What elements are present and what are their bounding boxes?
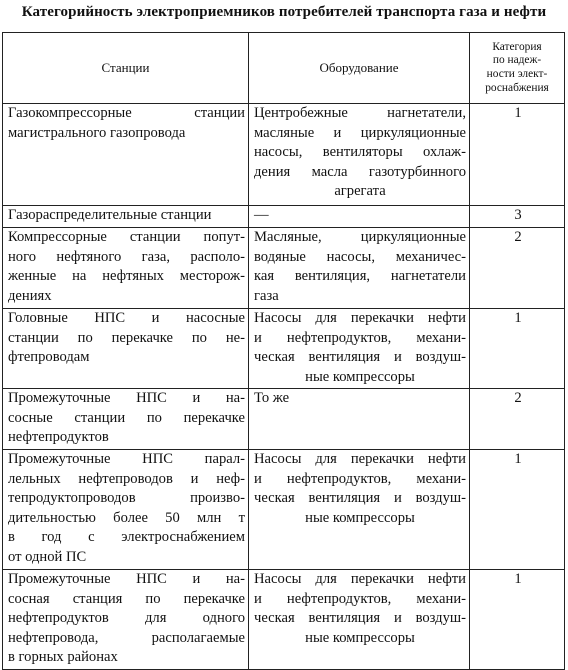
station-cell xyxy=(3,228,249,309)
text-line: Центробежные нагнетатели, xyxy=(254,105,466,121)
text-line: от одной ПС xyxy=(8,548,87,565)
header-row xyxy=(3,33,565,104)
text-line: станции по перекачке по не- xyxy=(8,329,245,346)
text-line: и нефтепродуктов, механи- xyxy=(254,590,466,607)
text-line: Промежуточные НПС и на- xyxy=(8,571,245,587)
text-line: дительностью более 50 млн т xyxy=(8,509,245,526)
station-cell xyxy=(3,389,249,450)
header-stations: Станции xyxy=(3,33,249,104)
text-line: ные компрессоры xyxy=(305,629,415,646)
table-row xyxy=(3,206,565,228)
equipment-cell xyxy=(249,104,470,206)
text-line: нефтепродуктов xyxy=(8,429,109,445)
header-equipment: Оборудование xyxy=(249,33,470,104)
header-category xyxy=(470,33,565,104)
equipment-cell xyxy=(249,206,470,228)
header-category-line: роснабжения xyxy=(485,81,549,94)
text-line: нефтепродуктов для одного xyxy=(8,610,245,626)
text-line: женные на нефтяных месторож- xyxy=(8,268,245,284)
text-line: магистрального газопровода xyxy=(8,124,186,141)
text-line: Газораспределительные станции xyxy=(8,207,212,223)
header-category-line: по надеж- xyxy=(492,54,542,67)
table-row xyxy=(3,450,565,570)
text-line: сосная станция по перекачке xyxy=(8,590,245,607)
category-cell: 2 xyxy=(470,228,565,309)
text-line: кая вентиляция, нагнетатели xyxy=(254,268,466,284)
text-line: Компрессорные станции попут- xyxy=(8,229,245,245)
text-line: ческая вентиляция и воздуш- xyxy=(254,610,466,626)
text-line: — xyxy=(254,207,269,223)
text-line: фтепроводам xyxy=(8,349,90,365)
text-line: Насосы для перекачки нефти xyxy=(254,571,466,587)
text-line: Насосы для перекачки нефти xyxy=(254,451,466,467)
text-line: газа xyxy=(254,287,279,304)
text-line: насосы, вентиляторы охлаж- xyxy=(254,144,466,160)
category-cell: 3 xyxy=(470,206,565,228)
equipment-cell xyxy=(249,228,470,309)
equipment-cell xyxy=(249,389,470,450)
text-line: ческая вентиляция и воздуш- xyxy=(254,349,466,365)
text-line: нефтепровода, располагаемые xyxy=(8,629,245,646)
category-cell: 2 xyxy=(470,389,565,450)
text-line: и нефтепродуктов, механи- xyxy=(254,470,466,487)
equipment-cell xyxy=(249,309,470,389)
text-line: водяные насосы, механичес- xyxy=(254,248,466,265)
station-cell xyxy=(3,309,249,389)
text-line: Промежуточные НПС парал- xyxy=(8,451,245,467)
text-line: ного нефтяного газа, располо- xyxy=(8,248,245,265)
station-cell xyxy=(3,104,249,206)
station-cell xyxy=(3,570,249,670)
station-cell xyxy=(3,206,249,228)
equipment-cell xyxy=(249,570,470,670)
text-line: дения масла газотурбинного xyxy=(254,163,466,180)
text-line: дениях xyxy=(8,287,52,304)
text-line: ные компрессоры xyxy=(305,368,415,385)
table-row xyxy=(3,570,565,670)
table-row xyxy=(3,228,565,309)
text-line: Масляные, циркуляционные xyxy=(254,229,466,245)
text-line: масляные и циркуляционные xyxy=(254,124,466,141)
text-line: лельных нефтепроводов и неф- xyxy=(8,470,245,487)
text-line: в горных районах xyxy=(8,649,118,665)
station-cell xyxy=(3,450,249,570)
text-line: Промежуточные НПС и на- xyxy=(8,390,245,406)
header-category-line: ности элект- xyxy=(486,68,548,80)
text-line: ные компрессоры xyxy=(305,509,415,526)
text-line: агрегата xyxy=(334,183,386,199)
text-line: тепродуктопроводов произво- xyxy=(8,490,245,506)
category-cell: 1 xyxy=(470,570,565,670)
table-row xyxy=(3,309,565,389)
text-line: в год с электроснабжением xyxy=(8,529,245,545)
table-title: Категорийность электроприемников потребителей транспорта газа и нефти xyxy=(21,4,547,20)
category-cell: 1 xyxy=(470,450,565,570)
text-line: и нефтепродуктов, механи- xyxy=(254,329,466,346)
category-cell: 1 xyxy=(470,309,565,389)
categories-table xyxy=(2,32,565,670)
text-line: То же xyxy=(254,390,290,406)
text-line: Насосы для перекачки нефти xyxy=(254,310,466,326)
text-line: сосные станции по перекачке xyxy=(8,409,245,426)
header-category-line: Категория xyxy=(492,40,542,53)
text-line: ческая вентиляция и воздуш- xyxy=(254,490,466,506)
category-cell: 1 xyxy=(470,104,565,206)
text-line: Газокомпрессорные станции xyxy=(8,105,245,121)
text-line: Головные НПС и насосные xyxy=(8,310,245,326)
table-row xyxy=(3,104,565,206)
equipment-cell xyxy=(249,450,470,570)
table-row xyxy=(3,389,565,450)
